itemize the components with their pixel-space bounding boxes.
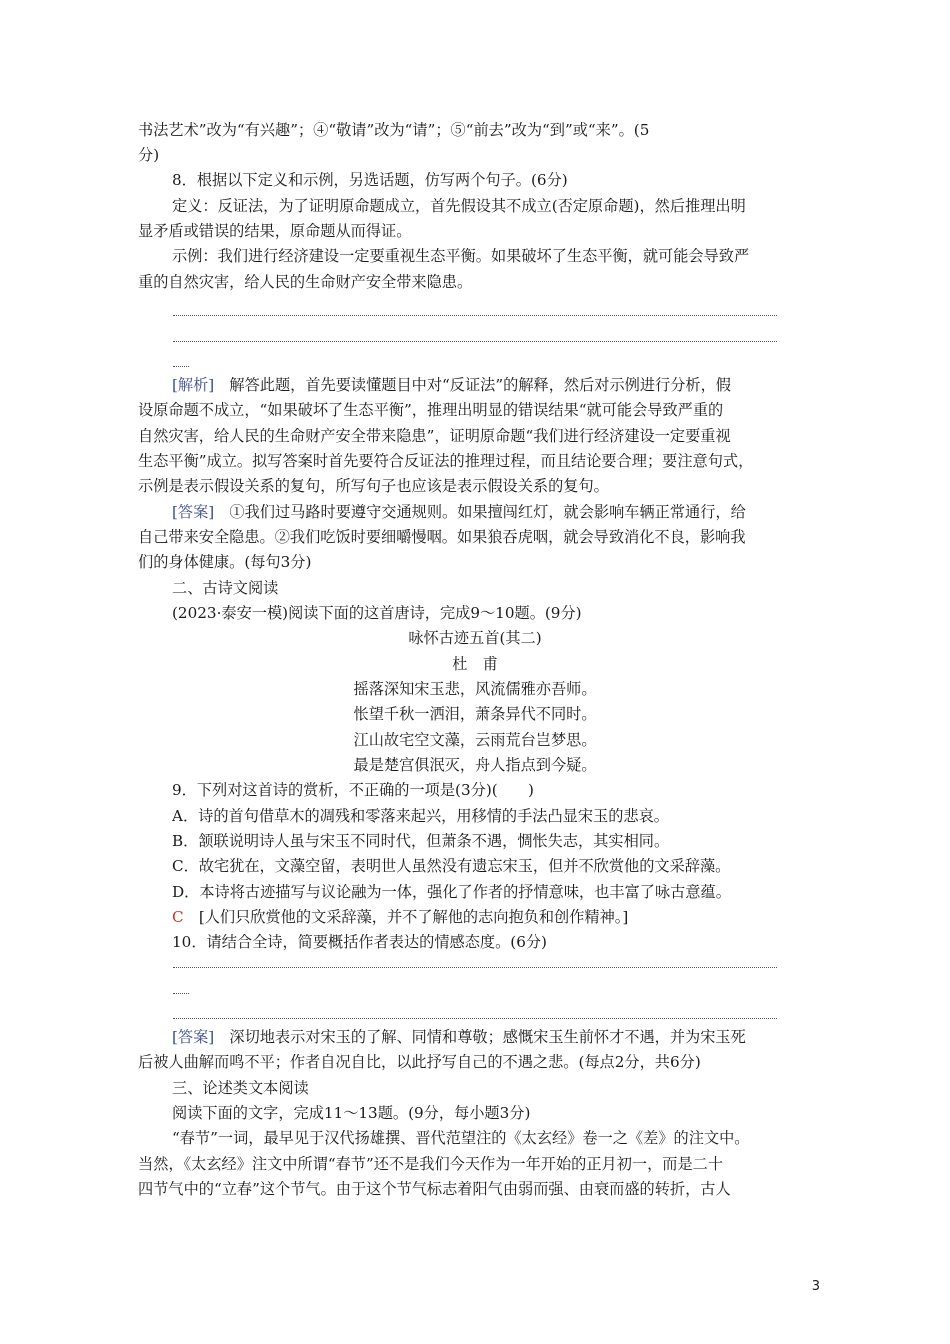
poem-line: 摇落深知宋玉悲，风流儒雅亦吾师。 bbox=[353, 680, 597, 698]
option-c: C．故宅犹在，文藻空留，表明世人虽然没有遗忘宋玉，但并不欣赏他的文采辞藻。 bbox=[172, 857, 731, 875]
analysis-tag: [解析] bbox=[172, 376, 215, 394]
answer-blank-line bbox=[173, 1018, 777, 1019]
poem-line: 最是楚宫俱泯灭，舟人指点到今疑。 bbox=[353, 756, 597, 774]
section-heading: 三、论述类文本阅读 bbox=[172, 1079, 309, 1097]
answer-blank-line bbox=[173, 366, 189, 367]
option-a: A．诗的首句借草木的凋残和零落来起兴，用移情的手法凸显宋玉的悲哀。 bbox=[172, 807, 669, 825]
text-line: 设原命题不成立，“如果破坏了生态平衡”，推理出明显的错误结果“就可能会导致严重的 bbox=[138, 401, 724, 419]
answer-blank-line bbox=[173, 341, 777, 342]
text-line: 当然，《太玄经》注文中所谓“春节”还不是我们今天作为一年开始的正月初一，而是二十 bbox=[138, 1155, 724, 1173]
option-d: D．本诗将古迹描写与议论融为一体，强化了作者的抒情意味，也丰富了咏古意蕴。 bbox=[172, 883, 731, 901]
poem-line: 怅望千秋一洒泪，萧条异代不同时。 bbox=[353, 705, 597, 723]
text-line: 示例：我们进行经济建设一定要重视生态平衡。如果破坏了生态平衡，就可能会导致严 bbox=[172, 247, 750, 265]
text-line: 四节气中的“立春”这个节气。由于这个节气标志着阳气由弱而强、由衰而盛的转折，古人 bbox=[138, 1180, 731, 1198]
option-b: B．颔联说明诗人虽与宋玉不同时代，但萧条不遇，惆怅失志，其实相同。 bbox=[172, 832, 670, 850]
poem-title: 咏怀古迹五首(其二) bbox=[408, 629, 542, 647]
text-line: 们的身体健康。(每句3分) bbox=[138, 553, 312, 571]
poem-line: 江山故宅空文藻，云雨荒台岂梦思。 bbox=[353, 731, 597, 749]
text-line: “春节”一词，最早见于汉代扬雄撰、晋代范望注的《太玄经》卷一之《差》的注文中。 bbox=[172, 1129, 750, 1147]
text-line: 后被人曲解而鸣不平；作者自况自比，以此抒写自己的不遇之悲。(每点2分，共6分) bbox=[138, 1053, 701, 1071]
question-10-prompt: 10．请结合全诗，简要概括作者表达的情感态度。(6分) bbox=[172, 933, 547, 951]
question-8-prompt: 8．根据以下定义和示例，另选话题，仿写两个句子。(6分) bbox=[172, 171, 568, 189]
text-line: 书法艺术”改为“有兴趣”；④“敬请”改为“请”；⑤“前去”改为“到”或“来”。(5 bbox=[138, 121, 650, 139]
text-line: 生态平衡”成立。拟写答案时首先要符合反证法的推理过程，而且结论要合理；要注意句式， bbox=[138, 452, 754, 470]
text-line: 自然灾害，给人民的生命财产安全带来隐患”，证明原命题“我们进行经济建设一定要重视 bbox=[138, 427, 731, 445]
answer-blank-line bbox=[173, 315, 777, 316]
section-heading: 二、古诗文阅读 bbox=[172, 579, 279, 597]
text-line: 自己带来安全隐患。②我们吃饭时要细嚼慢咽。如果狼吞虎咽，就会导致消化不良，影响我 bbox=[138, 528, 746, 546]
poem-author: 杜 甫 bbox=[452, 655, 498, 673]
text-line: 定义：反证法，为了证明原命题成立，首先假设其不成立(否定原命题)，然后推理出明 bbox=[172, 197, 746, 215]
text-line: 重的自然灾害，给人民的生命财产安全带来隐患。 bbox=[138, 273, 473, 291]
analysis-line: [解析] 解答此题，首先要读懂题目中对“反证法”的解释，然后对示例进行分析，假 bbox=[172, 376, 731, 394]
question-9-prompt: 9．下列对这首诗的赏析，不正确的一项是(3分)( ) bbox=[172, 781, 534, 799]
answer-blank-line bbox=[173, 993, 189, 994]
answer-tag: [答案] bbox=[172, 503, 215, 521]
answer-tag: [答案] bbox=[172, 1028, 215, 1046]
answer-line: [答案] ①我们过马路时要遵守交通规则。如果擅闯红灯，就会影响车辆正常通行，给 bbox=[172, 503, 746, 521]
page-number: 3 bbox=[811, 1279, 820, 1294]
answer-letter: C bbox=[172, 908, 184, 926]
text-line: 阅读下面的文字，完成11～13题。(9分，每小题3分) bbox=[172, 1104, 531, 1122]
text-line: 分) bbox=[138, 146, 160, 164]
question-9-answer: C [人们只欣赏他的文采辞藻，并不了解他的志向抱负和创作精神。] bbox=[172, 908, 629, 926]
text-line: (2023·泰安一模)阅读下面的这首唐诗，完成9～10题。(9分) bbox=[172, 604, 582, 622]
answer-line: [答案] 深切地表示对宋玉的了解、同情和尊敬；感慨宋玉生前怀才不遇，并为宋玉死 bbox=[172, 1028, 746, 1046]
text-line: 显矛盾或错误的结果，原命题从而得证。 bbox=[138, 222, 412, 240]
answer-blank-line bbox=[173, 967, 777, 968]
text-line: 示例是表示假设关系的复句，所写句子也应该是表示假设关系的复句。 bbox=[138, 477, 609, 495]
